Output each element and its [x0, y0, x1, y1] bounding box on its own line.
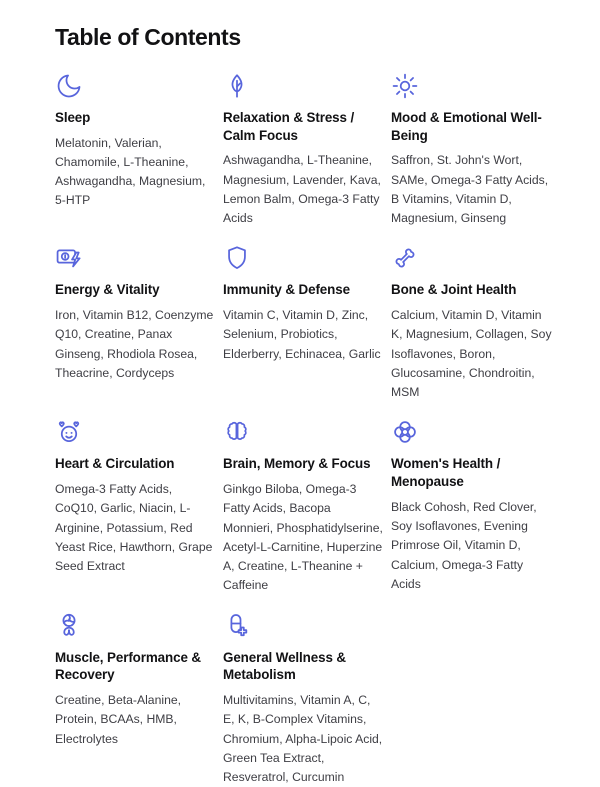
- toc-item-supplements: Creatine, Beta-Alanine, Protein, BCAAs, HMB, Electrolytes: [55, 693, 182, 746]
- toc-item-supplements: Iron, Vitamin B12, Coenzyme Q10, Creatine, Panax Ginseng, Rhodiola Rosea, Theacrine, Cordyceps: [55, 308, 214, 380]
- toc-item-title: General Wellness & Metabolism: [223, 649, 346, 683]
- shield-icon: [223, 244, 251, 272]
- toc-item-supplements: Omega-3 Fatty Acids, CoQ10, Garlic, Niacin, L-Arginine, Potassium, Red Yeast Rice, Hawthorn, Grape Seed Extract: [55, 482, 213, 574]
- toc-item-mood[interactable]: [391, 72, 552, 228]
- brain-icon: [223, 418, 251, 446]
- toc-item-title: Heart & Circulation: [55, 456, 175, 472]
- toc-item-bone-joint[interactable]: [391, 244, 552, 402]
- toc-item-title: Women's Health / Menopause: [391, 456, 501, 490]
- toc-grid: [55, 72, 580, 787]
- toc-item-general-wellness[interactable]: [223, 612, 384, 787]
- toc-item-womens-health[interactable]: [391, 418, 552, 595]
- sun-icon: [391, 72, 419, 100]
- toc-item-title: Brain, Memory & Focus: [223, 456, 371, 472]
- toc-item-title: Sleep: [55, 110, 91, 125]
- bone-icon: [391, 244, 419, 272]
- moon-icon: [55, 72, 83, 100]
- pill-plus-icon: [223, 612, 251, 640]
- toc-item-brain[interactable]: [223, 418, 384, 595]
- toc-item-supplements: Vitamin C, Vitamin D, Zinc, Selenium, Probiotics, Elderberry, Echinacea, Garlic: [223, 308, 381, 361]
- toc-item-supplements: Ginkgo Biloba, Omega-3 Fatty Acids, Bacopa Monnieri, Phosphatidylserine, Acetyl-L-Carnitine, Huperzine A, Creatine, L-Theanine + Caffeine: [223, 482, 383, 593]
- toc-item-supplements: Calcium, Vitamin D, Vitamin K, Magnesium, Collagen, Soy Isoflavones, Boron, Glucosamine, Chondroitin, MSM: [391, 308, 552, 400]
- toc-item-title: Mood & Emotional Well-Being: [391, 110, 542, 143]
- heart-face-icon: [55, 418, 83, 446]
- toc-item-supplements: Saffron, St. John's Wort, SAMe, Omega-3 Fatty Acids, B Vitamins, Vitamin D, Magnesium, Ginseng: [391, 153, 549, 226]
- toc-item-title: Energy & Vitality: [55, 282, 160, 298]
- battery-bolt-icon: [55, 244, 83, 272]
- toc-item-title: Relaxation & Stress / Calm Focus: [223, 110, 355, 143]
- toc-item-energy[interactable]: [55, 244, 216, 402]
- toc-item-relaxation[interactable]: [223, 72, 384, 228]
- toc-item-supplements: Multivitamins, Vitamin A, C, E, K, B-Complex Vitamins, Chromium, Alpha-Lipoic Acid, Green Tea Extract, Resveratrol, Curcumin: [223, 693, 383, 785]
- toc-item-supplements: Black Cohosh, Red Clover, Soy Isoflavones, Evening Primrose Oil, Vitamin D, Calcium, Omega-3 Fatty Acids: [391, 499, 537, 591]
- toc-item-immunity[interactable]: [223, 244, 384, 402]
- figure-with-ball-icon: [55, 612, 83, 640]
- toc-item-supplements: Ashwagandha, L-Theanine, Magnesium, Lavender, Kava, Lemon Balm, Omega-3 Fatty Acids: [223, 153, 381, 226]
- page-title: Table of Contents: [55, 24, 241, 50]
- toc-item-title: Muscle, Performance & Recovery: [55, 649, 201, 683]
- toc-item-title: Immunity & Defense: [223, 282, 350, 298]
- toc-item-supplements: Melatonin, Valerian, Chamomile, L-Theanine, Ashwagandha, Magnesium, 5-HTP: [55, 135, 206, 208]
- toc-item-title: Bone & Joint Health: [391, 282, 517, 298]
- toc-item-muscle[interactable]: [55, 612, 216, 787]
- leaf-icon: [223, 72, 251, 100]
- toc-item-heart[interactable]: [55, 418, 216, 595]
- flower-icon: [391, 418, 419, 446]
- toc-item-sleep[interactable]: [55, 72, 216, 228]
